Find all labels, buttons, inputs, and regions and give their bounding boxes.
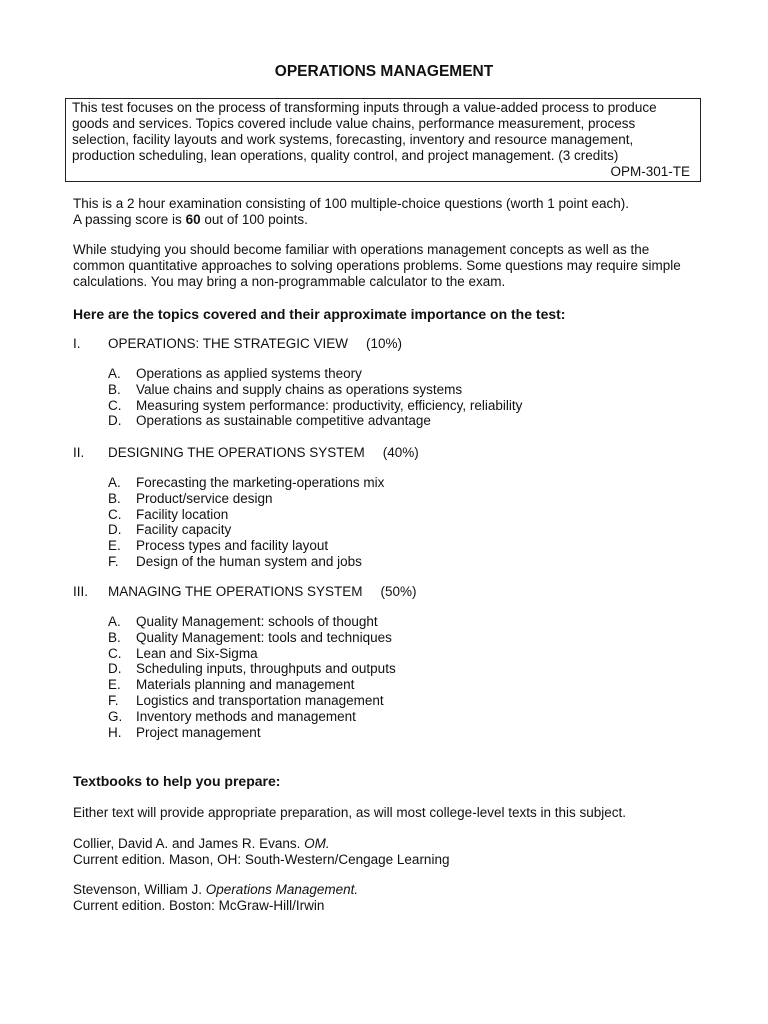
textbooks-note: Either text will provide appropriate preparation, as will most college-level texts in this subject. bbox=[73, 805, 627, 820]
list-item: B. Quality Management: tools and techniques bbox=[108, 629, 392, 645]
study-note-line: While studying you should become familiar with operations management concepts as well as the bbox=[73, 242, 650, 257]
topic-list bbox=[108, 366, 708, 429]
list-item: B. Product/service design bbox=[108, 490, 273, 506]
list-item: A. Quality Management: schools of thought bbox=[108, 614, 378, 629]
section-3 bbox=[73, 584, 713, 740]
section-title: OPERATIONS: THE STRATEGIC VIEW (10%) bbox=[108, 336, 403, 351]
section-weight: (40%) bbox=[382, 445, 419, 460]
reference-edition: Current edition. Boston: McGraw-Hill/Irwin bbox=[73, 898, 325, 913]
section-weight: (50%) bbox=[380, 584, 417, 599]
list-item: E. Process types and facility layout bbox=[108, 538, 329, 554]
section-header bbox=[73, 445, 713, 461]
section-number: I. bbox=[73, 336, 81, 351]
study-note bbox=[73, 242, 713, 290]
exam-info-line: This is a 2 hour examination consisting of 100 multiple-choice questions (worth 1 point each). bbox=[73, 196, 630, 211]
course-code: OPM-301-TE bbox=[610, 164, 690, 179]
description-box bbox=[65, 98, 701, 182]
section-title: MANAGING THE OPERATIONS SYSTEM (50%) bbox=[108, 584, 417, 599]
list-item: C. Lean and Six-Sigma bbox=[108, 645, 258, 661]
book-title: OM. bbox=[304, 836, 330, 851]
list-item: F. Logistics and transportation management bbox=[108, 692, 384, 708]
exam-info bbox=[73, 196, 713, 228]
section-weight: (10%) bbox=[366, 336, 403, 351]
list-item: H. Project management bbox=[108, 724, 261, 740]
study-note-line: calculations. You may bring a non-programmable calculator to the exam. bbox=[73, 274, 506, 289]
list-item: G. Inventory methods and management bbox=[108, 708, 356, 724]
reference-citation: Stevenson, William J. Operations Management. bbox=[73, 882, 359, 897]
topics-heading: Here are the topics covered and their approximate importance on the test: bbox=[73, 306, 566, 322]
section-1 bbox=[73, 336, 713, 429]
list-item: C. Facility location bbox=[108, 506, 229, 522]
description-line: goods and services. Topics covered include value chains, performance measurement, process bbox=[72, 116, 636, 131]
reference-edition: Current edition. Mason, OH: South-Western/Cengage Learning bbox=[73, 852, 450, 867]
list-item: D. Facility capacity bbox=[108, 522, 232, 538]
section-number: III. bbox=[73, 584, 89, 599]
list-item: D. Scheduling inputs, throughputs and outputs bbox=[108, 661, 396, 677]
list-item: B. Value chains and supply chains as operations systems bbox=[108, 381, 463, 397]
section-title: DESIGNING THE OPERATIONS SYSTEM (40%) bbox=[108, 445, 419, 460]
study-note-line: common quantitative approaches to solving operations problems. Some questions may require simple bbox=[73, 258, 681, 273]
section-header bbox=[73, 336, 713, 352]
list-item: C. Measuring system performance: productivity, efficiency, reliability bbox=[108, 397, 523, 413]
list-item: F. Design of the human system and jobs bbox=[108, 553, 362, 569]
book-title: Operations Management. bbox=[205, 882, 359, 897]
description-line: This test focuses on the process of transforming inputs through a value-added process to produce bbox=[72, 100, 657, 115]
reference-1 bbox=[73, 836, 449, 868]
list-item: A. Forecasting the marketing-operations mix bbox=[108, 475, 385, 490]
list-item: D. Operations as sustainable competitive advantage bbox=[108, 413, 431, 429]
reference-citation: Collier, David A. and James R. Evans. OM. bbox=[73, 836, 330, 851]
topic-list bbox=[108, 614, 708, 740]
passing-score-line: A passing score is 60 out of 100 points. bbox=[73, 212, 308, 227]
topic-list bbox=[108, 475, 708, 570]
description-line: selection, facility layouts and work systems, forecasting, inventory and resource management, bbox=[72, 132, 634, 147]
list-item: E. Materials planning and management bbox=[108, 677, 355, 693]
list-item: A. Operations as applied systems theory bbox=[108, 366, 362, 381]
section-2 bbox=[73, 445, 713, 569]
description-line: production scheduling, lean operations, quality control, and project management. (3 credits) bbox=[72, 148, 619, 163]
section-header bbox=[73, 584, 713, 600]
section-number: II. bbox=[73, 445, 85, 460]
page-title: OPERATIONS MANAGEMENT bbox=[274, 63, 494, 80]
passing-score: 60 bbox=[185, 212, 201, 227]
textbooks-heading: Textbooks to help you prepare: bbox=[73, 773, 281, 789]
reference-2 bbox=[73, 882, 358, 914]
